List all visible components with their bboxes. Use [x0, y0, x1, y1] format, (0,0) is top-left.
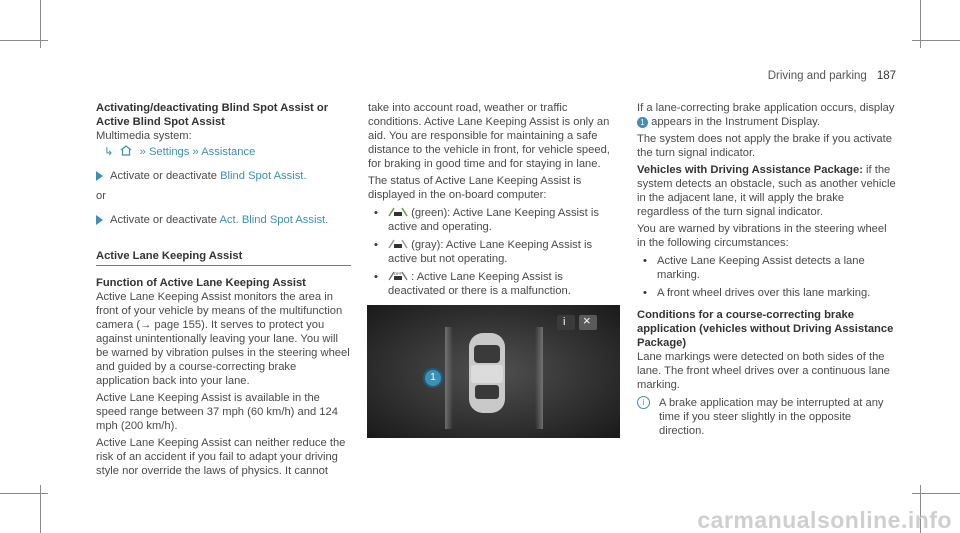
car-icon — [469, 333, 505, 413]
nav-separator: » — [192, 146, 199, 158]
note — [637, 396, 897, 438]
paragraph: take into account road, weather or traffic conditions. Active Lane Keeping Assist is only an aid. You are responsible for maintaining a safe distance to the vehicle in front, for vehicle speed, for braking in good time and for staying in lane. — [368, 102, 610, 170]
system-label: Multimedia system: — [96, 130, 192, 142]
bold-lead: Vehicles with Driving Assistance Package: — [637, 164, 863, 176]
nav-settings: Settings — [148, 146, 190, 158]
list-text: (gray): Active Lane Keeping Assist is active but not operating. — [388, 239, 593, 265]
nav-arrow-icon: ↳ — [104, 146, 114, 158]
lane-assist-off-icon — [388, 271, 408, 283]
page-header — [768, 69, 896, 83]
step-arrow-icon — [96, 171, 103, 181]
bullet-list — [637, 254, 897, 300]
lane-marking — [445, 327, 453, 429]
crop-mark — [0, 493, 48, 494]
paragraph: You are warned by vibrations in the steering wheel in the following circumstances: — [637, 223, 887, 249]
svg-text:OFF: OFF — [394, 271, 402, 276]
list-text: A front wheel drives over this lane marking. — [657, 287, 871, 299]
watermark: carmanualsonline.info — [697, 507, 952, 533]
paragraph: The status of Active Lane Keeping Assist is displayed in the on-board computer: — [368, 175, 582, 201]
status-list — [368, 206, 623, 298]
text: appears in the Instrument Display. — [648, 116, 821, 128]
list-item: • (green): Active Lane Keeping Assist is active and operating. — [374, 207, 599, 233]
list-item: • Active Lane Keeping Assist detects a lane marking. — [643, 255, 865, 281]
step-item — [96, 213, 351, 227]
section-title: Active Lane Keeping Assist — [96, 249, 351, 266]
sub-title: Conditions for a course-correcting brake application (vehicles without Driving Assistance Package) — [637, 309, 894, 349]
crop-mark — [912, 493, 960, 494]
or-text: or — [96, 190, 106, 202]
sub-title: Function of Active Lane Keeping Assist — [96, 277, 306, 289]
nav-path — [96, 145, 351, 159]
close-icon[interactable]: × — [583, 313, 591, 328]
list-text: (green): Active Lane Keeping Assist is active and operating. — [388, 207, 599, 233]
list-text: Active Lane Keeping Assist detects a lane marking. — [657, 255, 865, 281]
column-right — [637, 101, 897, 438]
home-icon — [116, 146, 136, 158]
page-number: 187 — [876, 70, 896, 82]
nav-assistance: Assistance — [201, 146, 256, 158]
list-item: • (gray): Active Lane Keeping Assist is active but not operating. — [374, 239, 593, 265]
step-arrow-icon — [96, 215, 103, 225]
paragraph: The system does not apply the brake if you activate the turn signal indicator. — [637, 133, 892, 159]
crop-mark — [912, 40, 960, 41]
info-icon[interactable]: i — [563, 316, 566, 328]
nav-separator: » — [139, 146, 146, 158]
step-text: Activate or deactivate — [110, 170, 221, 182]
paragraph: Active Lane Keeping Assist can neither reduce the risk of an accident if you fail to adapt your driving style nor override the laws of physics. It cannot — [96, 437, 346, 477]
text: if the system detects an obstacle, such as another vehicle in the adjacent lane, it will apply the brake regardless of the turn signal indicator. — [637, 164, 896, 218]
step-item — [96, 169, 351, 183]
list-text: : Active Lane Keeping Assist is deactivated or there is a malfunction. — [388, 271, 571, 297]
blind-spot-assist-link[interactable]: Blind Spot Assist. — [220, 170, 307, 182]
callout-badge: 1 — [423, 368, 443, 388]
lane-assist-gray-icon — [388, 239, 408, 251]
paragraph: Lane markings were detected on both sides of the lane. The front wheel drives over a continuous lane marking. — [637, 351, 890, 391]
instrument-display-image — [367, 305, 620, 438]
heading-line: Active Blind Spot Assist — [96, 116, 225, 128]
column-middle — [368, 101, 623, 302]
list-item: • A front wheel drives over this lane marking. — [643, 287, 871, 299]
paragraph — [637, 163, 897, 219]
info-icon: i — [637, 396, 650, 409]
callout-badge: 1 — [637, 117, 648, 128]
paragraph — [637, 101, 897, 129]
note-text: A brake application may be interrupted at any time if you steer slightly in the opposite direction. — [659, 397, 884, 437]
heading — [96, 101, 351, 129]
column-left — [96, 101, 351, 481]
text: If a lane-correcting brake application occurs, display — [637, 102, 895, 114]
act-blind-spot-assist-link[interactable]: Act. Blind Spot Assist. — [219, 214, 329, 226]
crop-mark — [0, 40, 48, 41]
list-item: • OFF : Active Lane Keeping Assist is deactivated or there is a malfunction. — [374, 271, 571, 297]
section-name: Driving and parking — [767, 70, 867, 82]
lane-assist-green-icon — [388, 207, 408, 219]
paragraph: Active Lane Keeping Assist monitors the area in front of your vehicle by means of the multifunction camera (→ page 155). It serves to protect you against unintentionally leaving your lane. You will be warned by vibration pulses in the steering wheel and guided by a course-correcting brake application back into your lane. — [96, 291, 350, 387]
lane-marking — [535, 327, 543, 429]
paragraph: Active Lane Keeping Assist is available in the speed range between 37 mph (60 km/h) and 124 mph (200 km/h). — [96, 392, 338, 432]
step-text: Activate or deactivate — [110, 214, 220, 226]
heading-line: Activating/deactivating Blind Spot Assist or — [96, 102, 329, 114]
